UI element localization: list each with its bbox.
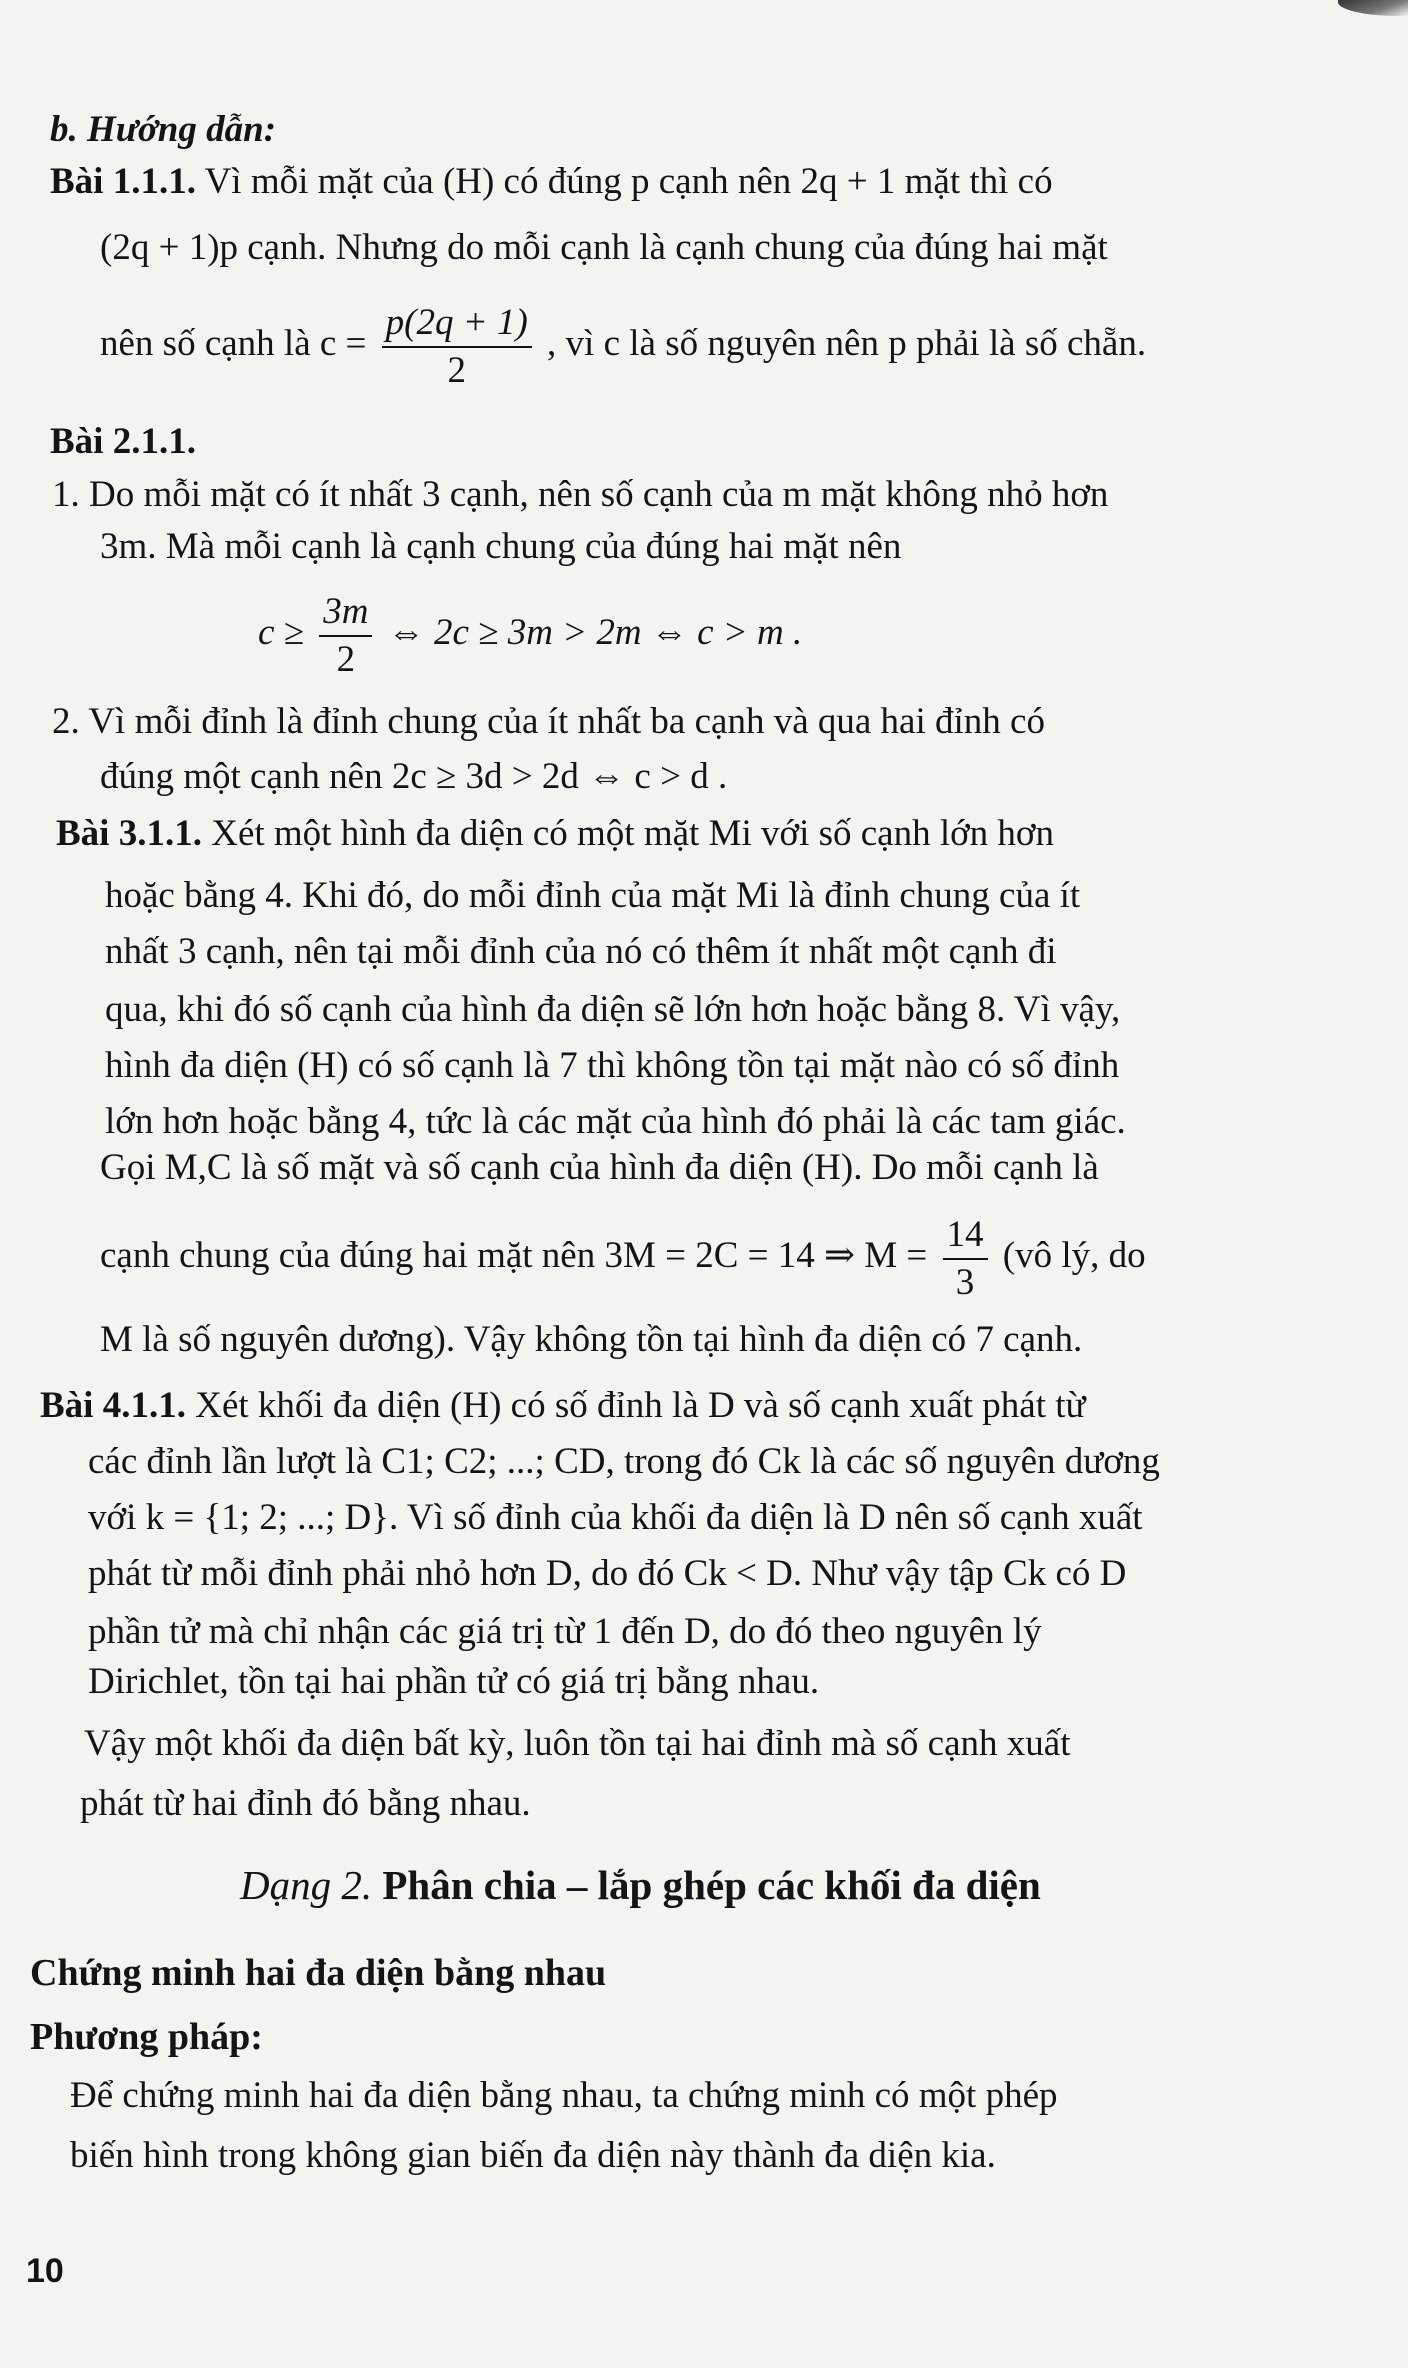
bai311-text-8-pre: cạnh chung của đúng hai mặt nên 3M = 2C = 14 ⇒ M = [100,1235,928,1276]
bai211-f-pre: c ≥ [258,612,304,653]
bai411-line-6: Dirichlet, tồn tại hai phần tử có giá trị bằng nhau. [88,1661,820,1702]
bai411-label: Bài 4.1.1. [40,1385,186,1426]
bai311-frac-num: 14 [943,1212,988,1260]
bai311-line-3: nhất 3 cạnh, nên tại mỗi đỉnh của nó có thêm ít nhất một cạnh đi [105,931,1057,972]
page-number: 10 [26,2252,64,2290]
bai211-p2-line-1: 2. Vì mỗi đỉnh là đỉnh chung của ít nhất ba cạnh và qua hai đỉnh có [52,701,1045,742]
bai411-text-1: Xét khối đa diện (H) có số đỉnh là D và số cạnh xuất phát từ [195,1385,1086,1426]
bai111-text-1: Vì mỗi mặt của (H) có đúng p cạnh nên 2q + 1 mặt thì có [204,161,1053,202]
section-heading-dang2 [240,1860,1041,1910]
bai211-frac-num: 3m [319,589,372,637]
bai111-line-1 [50,160,1053,204]
bai111-frac-num: p(2q + 1) [382,300,532,348]
bai311-line-1 [56,812,1054,856]
bai111-frac-den: 2 [447,349,466,391]
bai211-p1-line-1: 1. Do mỗi mặt có ít nhất 3 cạnh, nên số cạnh của m mặt không nhỏ hơn [52,474,1109,515]
bai211-label: Bài 2.1.1. [50,421,196,462]
bai211-formula [258,585,802,685]
bai311-line-4: qua, khi đó số cạnh của hình đa diện sẽ lớn hơn hoặc bằng 8. Vì vậy, [105,989,1121,1030]
guide-title: b. Hướng dẫn: [50,109,277,150]
method-title: Phương pháp: [30,2016,263,2058]
method-line-1: Để chứng minh hai đa diện bằng nhau, ta chứng minh có một phép [70,2075,1058,2116]
bai211-f-post: ⇔ 2c ≥ 3m > 2m ⇔ c > m . [387,612,803,653]
page-corner-shadow [1338,0,1408,16]
dang2-title: Phân chia – lắp ghép các khối đa diện [382,1862,1041,1908]
bai111-fraction [382,300,532,394]
bai411-line-1 [40,1384,1086,1428]
bai111-text-3-pre: nên số cạnh là c = [100,323,367,364]
bai211-fraction [319,589,372,683]
bai311-fraction [943,1212,988,1306]
method-line-2: biến hình trong không gian biến đa diện này thành đa diện kia. [70,2135,996,2176]
bai311-line-9: M là số nguyên dương). Vậy không tồn tại hình đa diện có 7 cạnh. [100,1319,1083,1360]
proof-title: Chứng minh hai đa diện bằng nhau [30,1952,607,1994]
bai211-p1-line-2: 3m. Mà mỗi cạnh là cạnh chung của đúng hai mặt nên [100,526,902,567]
bai411-line-8: phát từ hai đỉnh đó bằng nhau. [80,1783,531,1824]
bai311-line-6: lớn hơn hoặc bằng 4, tức là các mặt của hình đó phải là các tam giác. [105,1101,1126,1142]
bai311-text-8-post: (vô lý, do [1002,1235,1146,1276]
bai411-line-7: Vậy một khối đa diện bất kỳ, luôn tồn tại hai đỉnh mà số cạnh xuất [84,1723,1071,1764]
dang2-prefix: Dạng 2. [240,1862,373,1908]
bai111-text-3-post: , vì c là số nguyên nên p phải là số chẵn. [547,323,1147,364]
bai311-line-8 [100,1208,1146,1308]
bai411-line-4: phát từ mỗi đỉnh phải nhỏ hơn D, do đó Ck < D. Như vậy tập Ck có D [88,1553,1127,1594]
bai411-line-3: với k = {1; 2; ...; D}. Vì số đỉnh của khối đa diện là D nên số cạnh xuất [88,1497,1143,1538]
bai311-label: Bài 3.1.1. [56,813,202,854]
bai111-line-2: (2q + 1)p cạnh. Nhưng do mỗi cạnh là cạnh chung của đúng hai mặt [100,227,1108,268]
bai411-line-5: phần tử mà chỉ nhận các giá trị từ 1 đến D, do đó theo nguyên lý [88,1611,1042,1652]
bai311-line-5: hình đa diện (H) có số cạnh là 7 thì không tồn tại mặt nào có số đỉnh [105,1045,1120,1086]
bai311-line-7: Gọi M,C là số mặt và số cạnh của hình đa diện (H). Do mỗi cạnh là [100,1147,1099,1188]
bai411-line-2: các đỉnh lần lượt là C1; C2; ...; CD, trong đó Ck là các số nguyên dương [88,1441,1160,1482]
bai111-line-3 [100,296,1146,396]
bai211-p2-line-2: đúng một cạnh nên 2c ≥ 3d > 2d ⇔ c > d . [100,756,728,797]
bai111-label: Bài 1.1.1. [50,161,196,202]
bai311-text-1: Xét một hình đa diện có một mặt Mi với số cạnh lớn hơn [211,813,1054,854]
bai311-frac-den: 3 [955,1261,975,1303]
bai311-line-2: hoặc bằng 4. Khi đó, do mỗi đỉnh của mặt Mi là đỉnh chung của ít [105,875,1081,916]
bai211-frac-den: 2 [336,638,356,680]
